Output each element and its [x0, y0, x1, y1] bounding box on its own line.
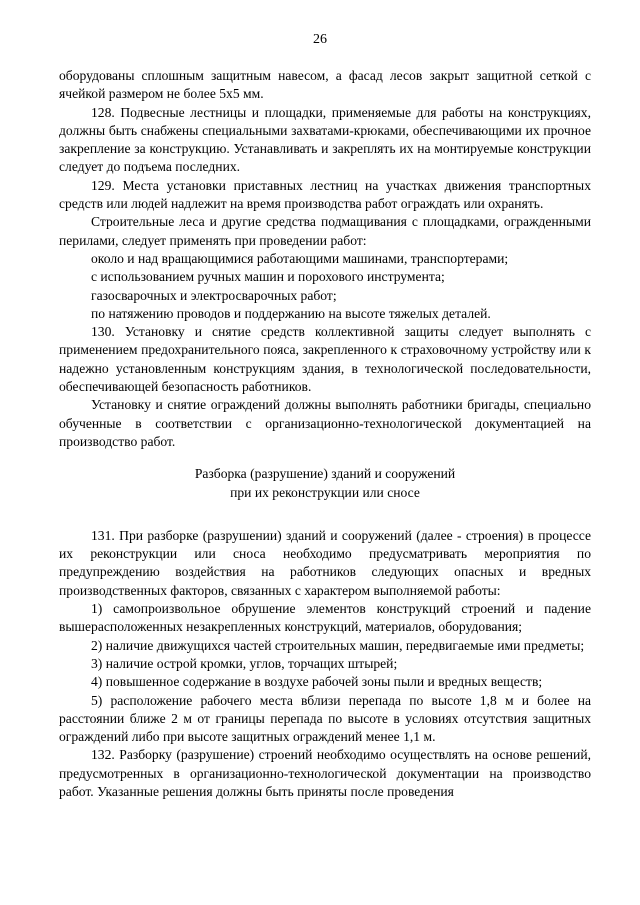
list-item: около и над вращающимися работающими машинами, транспортерами;	[91, 250, 509, 266]
list-item: по натяжению проводов и поддержанию на высоте тяжелых деталей.	[91, 305, 491, 321]
paragraph: оборудованы сплошным защитным навесом, а фасад лесов закрыт защитной сеткой с ячейкой размером не более 5х5 мм.	[59, 68, 591, 102]
list-item: 3) наличие острой кромки, углов, торчащих штырей;	[91, 655, 398, 671]
list-item: 2) наличие движущихся частей строительных машин, передвигаемые ими предметы;	[91, 637, 585, 653]
paragraph: 130. Установку и снятие средств коллективной защиты следует выполнять с применением предохранительного пояса, закрепленного к страховочному устройству или к надежно установленным конструкциям здания, в технологической последовательности, обеспечивающей безопасность работников.	[59, 324, 591, 395]
paragraph: 128. Подвесные лестницы и площадки, применяемые для работы на конструкциях, должны быть снабжены специальными захватами-крюками, обеспечивающими их прочное закрепление за конструкцию. Устанавливать и закреплять их на монтируемые конструкции следует до подъема последних.	[59, 104, 591, 175]
section-heading-line: при их реконструкции или сносе	[230, 484, 420, 500]
list-item: с использованием ручных машин и порохового инструмента;	[91, 269, 445, 285]
paragraph: Установку и снятие ограждений должны выполнять работники бригады, специально обученные в соответствии с организационно-технологической документацией на производство работ.	[59, 397, 591, 449]
page-number: 26	[313, 32, 327, 47]
list-item: 5) расположение рабочего места вблизи перепада по высоте 1,8 м и более на расстоянии ближе 2 м от границы перепада по высоте в условиях отсутствия защитных ограждений либо при высоте защитных ограждений менее 1,1 м.	[59, 692, 591, 745]
list-item: 1) самопроизвольное обрушение элементов конструкций строений и падение вышерасположенных незакрепленных конструкций, материалов, оборудования;	[59, 601, 591, 635]
paragraph: 132. Разборку (разрушение) строений необходимо осуществлять на основе решений, предусмотренных в организационно-технологической документации на производство работ. Указанные решения должны быть приняты после проведения	[59, 747, 591, 799]
paragraph: 129. Места установки приставных лестниц на участках движения транспортных средств или людей надлежит на время производства работ ограждать или охранять.	[59, 177, 591, 212]
list-item: газосварочных и электросварочных работ;	[91, 287, 337, 303]
paragraph: Строительные леса и другие средства подмащивания с площадками, огражденными перилами, следует применять при проведении работ:	[59, 214, 591, 248]
document-body	[59, 67, 591, 801]
section-heading	[59, 465, 591, 502]
section-heading-line: Разборка (разрушение) зданий и сооружений	[194, 466, 456, 482]
paragraph: 131. При разборке (разрушении) зданий и сооружений (далее - строения) в процессе их реконструкции или сноса необходимо предусматривать мероприятия по предупреждению воздействия на работников следующих опасных и вредных производственных факторов, связанных с характером выполняемой работы:	[59, 527, 591, 598]
list-item: 4) повышенное содержание в воздухе рабочей зоны пыли и вредных веществ;	[91, 674, 543, 690]
